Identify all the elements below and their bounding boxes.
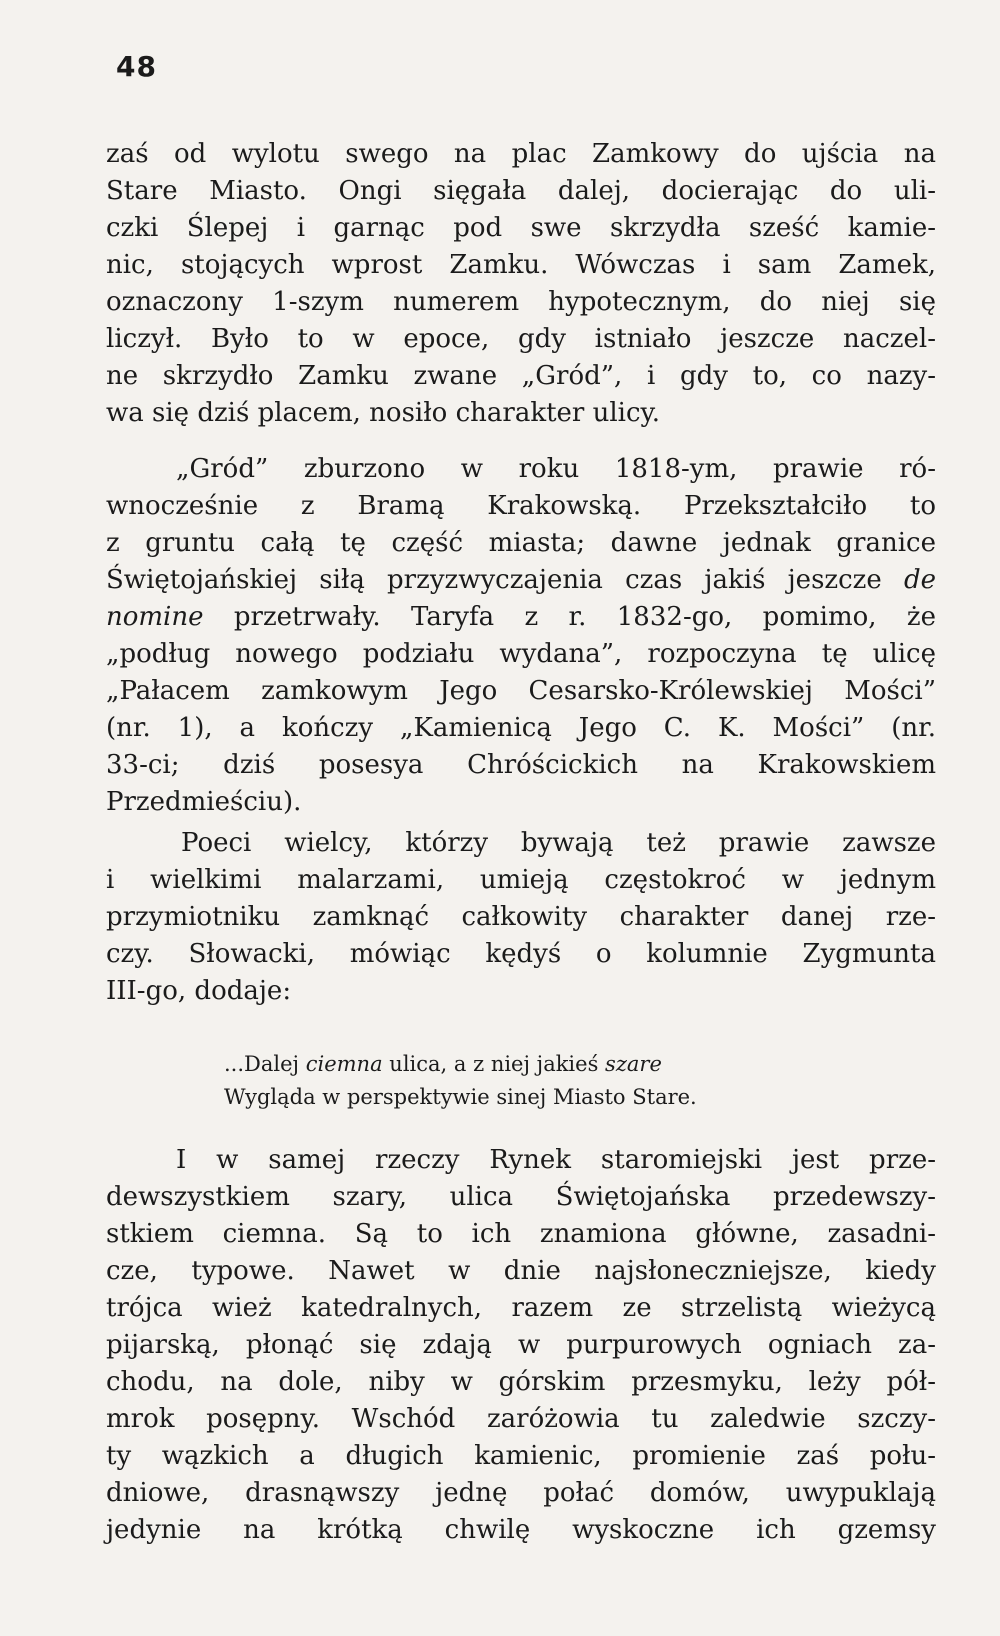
text-line: wa się dziś placem, nosiło charakter ulicy. [106,398,661,428]
text-line: „podług nowego podziału wydana”, rozpoczyna tę ulicę [106,639,936,669]
verse-italic: szare [605,1052,662,1076]
latin-de: de [903,565,937,595]
verse-italic: ciemna [305,1052,383,1076]
verse-line [224,1048,844,1081]
text-line: „Gród” zburzono w roku 1818-ym, prawie ró- [176,454,936,484]
text-line: dniowe, drasnąwszy jednę połać domów, uwypuklają [106,1478,936,1508]
text-segment: przetrwały. Taryfa z r. 1832-go, pomimo, że [233,602,936,632]
text-line: Przedmieściu). [106,787,302,817]
text-line-with-latin [106,599,936,636]
text-line: Poeci wielcy, którzy bywają też prawie zawsze [181,828,936,858]
text-line: jedynie na krótką chwilę wyskoczne ich gzemsy [106,1515,936,1545]
text-line: (nr. 1), a kończy „Kamienicą Jego C. K. Mości” (nr. [106,713,936,743]
text-line: pijarską, płonąć się zdają w purpurowych ogniach za- [106,1330,936,1360]
paragraph-1 [106,136,936,432]
page-number: 48 [116,50,157,83]
text-line: i wielkimi malarzami, umieją częstokroć w jednym [106,865,936,895]
text-segment: Świętojańskiej siłą przyzwyczajenia czas jakiś jeszcze [106,565,882,595]
text-line: Stare Miasto. Ongi sięgała dalej, docierając do uli- [106,176,936,206]
text-line: dewszystkiem szary, ulica Świętojańska przedewszy- [106,1182,936,1212]
text-line-with-latin [106,562,936,599]
text-line: ty wązkich a długich kamienic, promienie zaś połu- [106,1441,936,1471]
text-line: I w samej rzeczy Rynek staromiejski jest prze- [176,1145,936,1175]
text-line: czki Ślepej i garnąc pod swe skrzydła sześć kamie- [106,213,936,243]
text-line: wnocześnie z Bramą Krakowską. Przekształciło to [106,491,936,521]
paragraph-3 [106,825,936,1010]
text-line: oznaczony 1-szym numerem hypotecznym, do niej się [106,287,936,317]
latin-nomine: nomine [106,602,204,632]
text-line: 33-ci; dziś posesya Chróścickich na Krakowskiem [106,750,936,780]
text-line: stkiem ciemna. Są to ich znamiona główne, zasadni- [106,1219,936,1249]
poem-quote [224,1048,844,1114]
paragraph-2 [106,451,936,821]
text-line: nic, stojących wprost Zamku. Wówczas i sam Zamek, [106,250,936,280]
text-line: liczył. Było to w epoce, gdy istniało jeszcze naczel- [106,324,936,354]
text-line: czy. Słowacki, mówiąc kędyś o kolumnie Zygmunta [106,939,936,969]
text-line: z gruntu całą tę część miasta; dawne jednak granice [106,528,936,558]
verse-text: ulica, a z niej jakieś [389,1052,599,1076]
text-line: przymiotniku zamknąć całkowity charakter danej rze- [106,902,936,932]
text-line: cze, typowe. Nawet w dnie najsłoneczniejsze, kiedy [106,1256,936,1286]
text-line: III-go, dodaje: [106,976,292,1006]
text-line: ne skrzydło Zamku zwane „Gród”, i gdy to, co nazy- [106,361,936,391]
verse-line: Wygląda w perspektywie sinej Miasto Stare. [224,1085,697,1109]
text-line: mrok posępny. Wschód zaróżowia tu zaledwie szczy- [106,1404,936,1434]
text-line: trójca wież katedralnych, razem ze strzelistą wieżycą [106,1293,936,1323]
paragraph-4 [106,1142,936,1549]
text-line: „Pałacem zamkowym Jego Cesarsko-Królewskiej Mości” [106,676,936,706]
verse-text: ...Dalej [224,1052,300,1076]
text-line: chodu, na dole, niby w górskim przesmyku, leży pół- [106,1367,936,1397]
text-line: zaś od wylotu swego na plac Zamkowy do ujścia na [106,139,936,169]
